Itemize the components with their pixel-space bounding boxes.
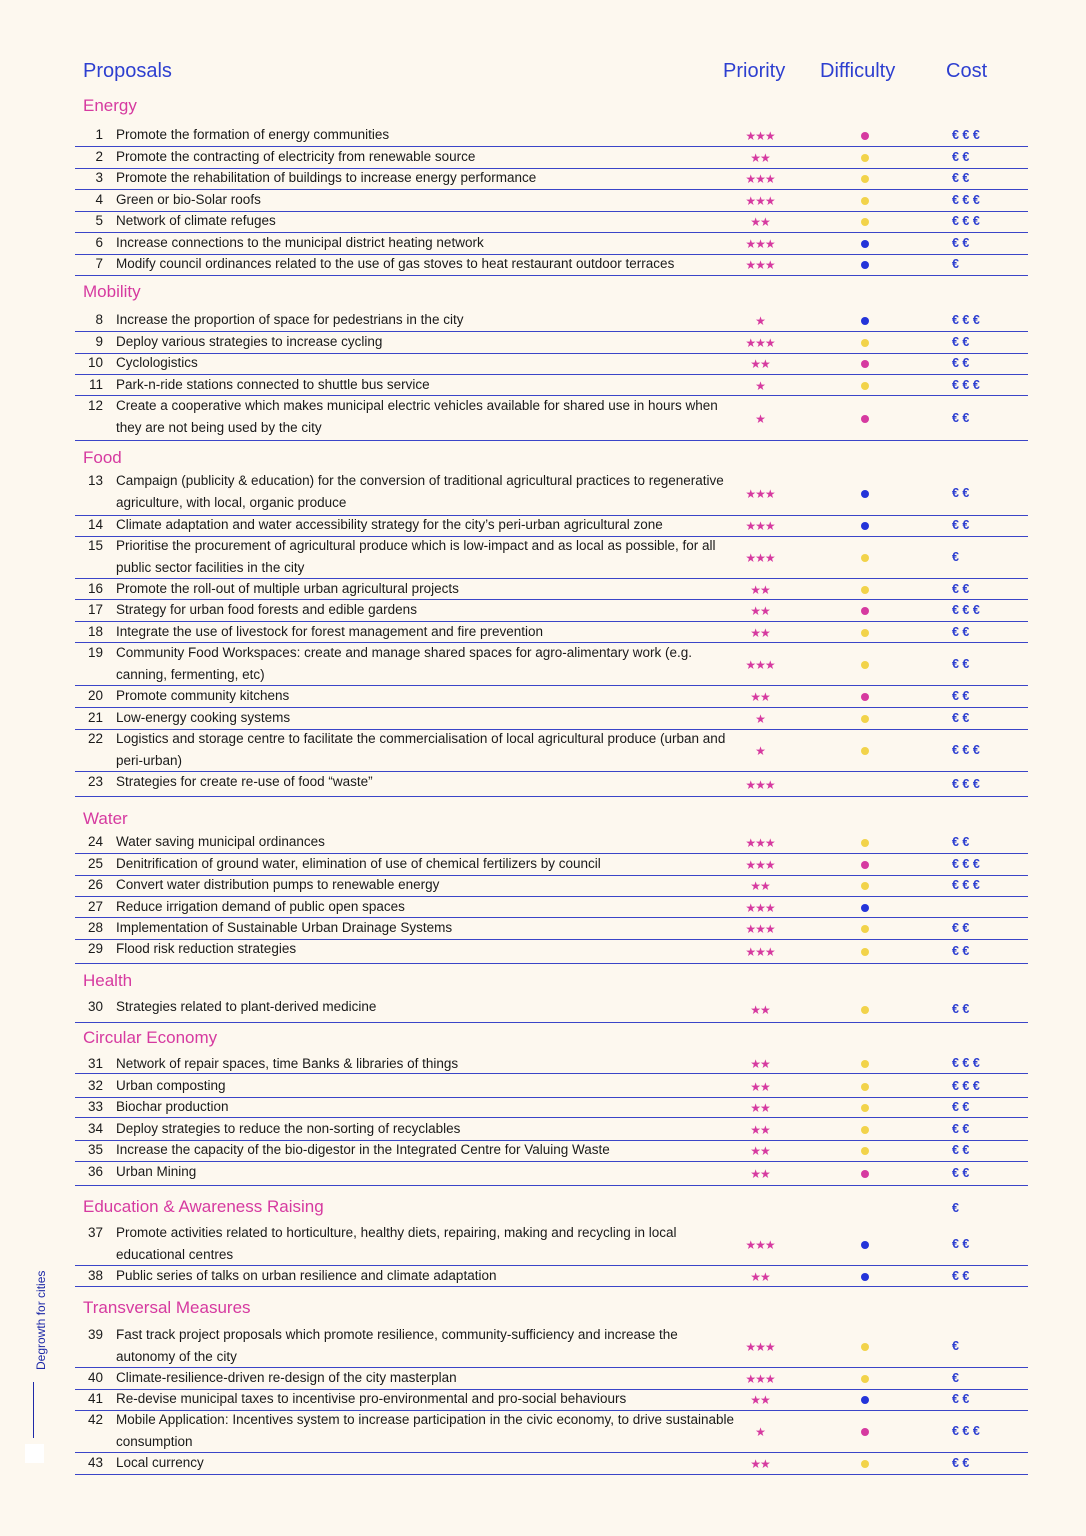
cost-rating: € € [952, 236, 970, 250]
proposal-text: Green or bio-Solar roofs [116, 192, 261, 207]
difficulty-dot [861, 839, 869, 847]
proposal-text: Promote the formation of energy communities [116, 127, 390, 142]
cost-rating: € € [952, 410, 970, 425]
cost-rating: € € [952, 335, 970, 349]
table-row [75, 707, 1028, 730]
proposal-text: Create a cooperative which makes municipal electric vehicles available for shared use in hours when they are not being used by the city [116, 398, 718, 435]
table-row [75, 189, 1028, 212]
proposal-text: Park-n-ride stations connected to shuttle bus service [116, 377, 430, 392]
proposal-text: Promote the contracting of electricity from renewable source [116, 149, 476, 164]
table-row [75, 146, 1028, 169]
priority-stars: ★★★ [745, 336, 775, 350]
proposal-number: 38 [87, 1268, 103, 1283]
cost-rating: € € € [952, 214, 980, 228]
proposal-text: Promote activities related to horticulture, healthy diets, repairing, making and recycling in local educational centres [116, 1225, 677, 1262]
proposal-text: Promote community kitchens [116, 688, 290, 703]
difficulty-dot [861, 715, 869, 723]
priority-stars: ★★ [750, 151, 770, 165]
table-row [75, 1139, 1028, 1162]
table-row [75, 1388, 1028, 1411]
proposal-number: 26 [87, 877, 103, 892]
table-row [75, 1161, 1028, 1186]
table-row [75, 167, 1028, 190]
difficulty-dot [861, 629, 869, 637]
proposal-text: Climate adaptation and water accessibility strategy for the city’s peri-urban agricultural zone [116, 517, 663, 532]
proposal-number: 39 [87, 1327, 103, 1342]
table-row [75, 938, 1028, 964]
table-row [75, 232, 1028, 255]
priority-stars: ★★★ [745, 550, 775, 565]
cost-rating: € € [952, 1122, 970, 1136]
difficulty-dot [861, 861, 869, 869]
cost-rating: € € [952, 356, 970, 370]
cost-rating: € € [952, 1099, 970, 1114]
cost-rating: € € [952, 518, 970, 532]
table-row [75, 1222, 1028, 1266]
proposal-text: Urban Mining [116, 1164, 197, 1179]
priority-stars: ★★ [750, 1393, 770, 1407]
section-title: Circular Economy [83, 1028, 218, 1047]
proposal-number: 40 [87, 1370, 103, 1385]
priority-stars: ★★ [750, 1269, 770, 1284]
proposal-text: Strategies for create re-use of food “waste” [116, 774, 373, 789]
priority-stars: ★ [755, 743, 765, 758]
priority-stars: ★★★ [745, 777, 775, 792]
table-row [75, 1118, 1028, 1141]
proposal-number: 15 [87, 538, 103, 553]
proposal-number: 2 [95, 149, 103, 164]
education-header-cost: € [952, 1201, 959, 1215]
difficulty-dot [861, 522, 869, 530]
priority-stars: ★★★ [745, 129, 775, 143]
priority-stars: ★★ [750, 357, 770, 371]
cost-column-heading: Cost [946, 60, 988, 82]
cost-rating: € € € [952, 878, 980, 892]
proposal-text: Logistics and storage centre to facilitate the commercialisation of local agricultural produce (urban and peri-urban) [116, 731, 726, 768]
proposal-number: 5 [95, 213, 103, 228]
table-row [75, 253, 1028, 276]
difficulty-dot [861, 1460, 869, 1468]
priority-stars: ★★ [750, 1144, 770, 1158]
proposal-number: 37 [87, 1225, 103, 1240]
cost-rating: € € € [952, 603, 980, 617]
priority-stars: ★★★ [745, 258, 775, 272]
table-row [75, 352, 1028, 375]
difficulty-dot [861, 693, 869, 701]
difficulty-dot [861, 1083, 869, 1091]
table-row [75, 996, 1028, 1023]
proposal-text: Increase connections to the municipal district heating network [116, 235, 484, 250]
proposal-text: Promote the roll-out of multiple urban agricultural projects [116, 581, 459, 596]
cost-rating: € [952, 1338, 959, 1353]
proposal-text: Network of climate refuges [116, 213, 276, 228]
proposal-number: 30 [87, 999, 103, 1014]
table-row [75, 1367, 1028, 1390]
proposal-number: 8 [95, 312, 103, 327]
difficulty-dot [861, 240, 869, 248]
priority-stars: ★ [755, 314, 765, 328]
proposal-text: Urban composting [116, 1078, 226, 1093]
difficulty-dot [861, 882, 869, 890]
cost-rating: € € [952, 624, 970, 639]
priority-stars: ★★ [750, 879, 770, 893]
proposal-text: Campaign (publicity & education) for the conversion of traditional agricultural practices to regenerative agriculture, with local, organic produce [116, 473, 724, 510]
proposal-text: Re-devise municipal taxes to incentivise pro-environmental and pro-social behaviours [116, 1391, 627, 1406]
priority-stars: ★ [755, 411, 765, 426]
proposal-text: Community Food Workspaces: create and manage shared spaces for agro-alimentary work (e.g. canning, fermenting, etc) [116, 645, 693, 682]
table-row [75, 896, 1028, 918]
cost-rating: € € [952, 656, 970, 671]
difficulty-dot [861, 317, 869, 325]
difficulty-dot [861, 1273, 869, 1281]
cost-rating: € [952, 1371, 959, 1385]
proposal-number: 28 [87, 920, 103, 935]
cost-rating: € € [952, 581, 970, 596]
proposal-text: Strategies related to plant-derived medicine [116, 999, 377, 1014]
cost-rating: € € [952, 1002, 970, 1016]
cost-rating: € € [952, 1268, 970, 1283]
sidebar-label: Degrowth for cities [34, 1270, 48, 1370]
difficulty-dot [861, 490, 869, 498]
table-row [75, 331, 1028, 354]
table-row [75, 1452, 1028, 1475]
proposal-text: Increase the proportion of space for pedestrians in the city [116, 312, 464, 327]
table-header [83, 58, 1013, 90]
proposal-number: 12 [87, 398, 103, 413]
section-title: Transversal Measures [83, 1298, 251, 1317]
proposal-number: 19 [87, 645, 103, 660]
proposal-number: 41 [87, 1391, 103, 1406]
priority-stars: ★★★ [745, 858, 775, 872]
section-title: Energy [83, 96, 137, 115]
proposal-text: Flood risk reduction strategies [116, 941, 297, 956]
difficulty-dot [861, 904, 869, 912]
cost-rating: € € [952, 1456, 970, 1470]
cost-rating: € € € [952, 1079, 980, 1093]
difficulty-dot [861, 1343, 869, 1351]
proposal-text: Increase the capacity of the bio-digestor in the Integrated Centre for Valuing Waste [116, 1142, 610, 1157]
difficulty-dot [861, 1147, 869, 1155]
proposal-number: 27 [87, 899, 103, 914]
table-row [75, 1409, 1028, 1453]
proposal-text: Network of repair spaces, time Banks & libraries of things [116, 1056, 459, 1071]
proposal-text: Reduce irrigation demand of public open spaces [116, 899, 405, 914]
difficulty-dot [861, 218, 869, 226]
priority-stars: ★★★ [745, 836, 775, 850]
priority-column-heading: Priority [723, 60, 786, 82]
priority-stars: ★★ [750, 625, 770, 640]
proposal-number: 43 [87, 1455, 103, 1470]
proposal-text: Cyclologistics [116, 355, 198, 370]
priority-stars: ★★ [750, 1003, 770, 1017]
table-row [75, 771, 1028, 797]
priority-stars: ★★★ [745, 237, 775, 251]
table-row [75, 874, 1028, 897]
table-row [75, 578, 1028, 600]
table-row [75, 1053, 1028, 1074]
difficulty-dot [861, 1241, 869, 1249]
priority-stars: ★★★ [745, 900, 775, 915]
proposal-number: 24 [87, 834, 103, 849]
priority-stars: ★★★ [745, 486, 775, 501]
cost-rating: € [952, 549, 959, 564]
proposal-number: 34 [87, 1121, 103, 1136]
cost-rating: € € [952, 943, 970, 958]
cost-rating: € € [952, 711, 970, 725]
cost-rating: € € [952, 835, 970, 849]
proposal-number: 20 [87, 688, 103, 703]
difficulty-dot [861, 415, 869, 423]
cost-rating: € € € [952, 128, 980, 142]
proposal-text: Convert water distribution pumps to renewable energy [116, 877, 440, 892]
priority-stars: ★★★ [745, 172, 775, 186]
table-row [75, 374, 1028, 396]
difficulty-dot [861, 1428, 869, 1436]
priority-stars: ★★ [750, 1057, 770, 1071]
sidebar-rule [33, 1382, 34, 1438]
proposal-text: Low-energy cooking systems [116, 710, 291, 725]
table-row [75, 917, 1028, 940]
proposal-text: Deploy various strategies to increase cycling [116, 334, 383, 349]
priority-stars: ★★★ [745, 519, 775, 533]
cost-rating: € € € [952, 776, 980, 791]
proposal-text: Mobile Application: Incentives system to increase participation in the civic economy, to drive sustainable consumption [116, 1412, 735, 1449]
proposal-number: 13 [87, 473, 103, 488]
table-row [75, 210, 1028, 233]
table-row [75, 728, 1028, 772]
proposals-heading: Proposals [83, 60, 172, 82]
cost-rating: € € [952, 1143, 970, 1157]
cost-rating: € € [952, 1166, 970, 1180]
proposal-number: 10 [87, 355, 103, 370]
cost-rating: € € € [952, 742, 980, 757]
difficulty-dot [861, 339, 869, 347]
difficulty-dot [861, 747, 869, 755]
cost-rating: € € € [952, 193, 980, 207]
proposal-number: 6 [95, 235, 103, 250]
priority-stars: ★★ [750, 690, 770, 704]
priority-stars: ★★ [750, 1167, 770, 1181]
difficulty-dot [861, 1104, 869, 1112]
proposal-number: 31 [87, 1056, 103, 1071]
table-row [75, 514, 1028, 537]
table-row [75, 642, 1028, 686]
priority-stars: ★★ [750, 604, 770, 618]
table-row [75, 124, 1028, 147]
cost-rating: € € € [952, 1056, 980, 1070]
cost-rating: € € [952, 171, 970, 185]
proposal-text: Deploy strategies to reduce the non-sorting of recyclables [116, 1121, 461, 1136]
priority-stars: ★★ [750, 582, 770, 597]
difficulty-dot [861, 197, 869, 205]
priority-stars: ★★★ [745, 944, 775, 959]
cost-rating: € € € [952, 857, 980, 871]
section-title: Education & Awareness Raising [83, 1197, 324, 1216]
cost-rating: € € [952, 485, 970, 500]
proposal-number: 7 [95, 256, 103, 271]
cost-rating: € € [952, 689, 970, 703]
difficulty-dot [861, 360, 869, 368]
proposal-text: Biochar production [116, 1099, 229, 1114]
difficulty-dot [861, 554, 869, 562]
proposal-text: Prioritise the procurement of agricultural produce which is low-impact and as local as possible, for all public sector facilities in the city [116, 538, 716, 575]
priority-stars: ★★ [750, 215, 770, 229]
difficulty-dot [861, 1375, 869, 1383]
table-row [75, 535, 1028, 579]
proposal-number: 1 [95, 127, 103, 142]
difficulty-dot [861, 132, 869, 140]
proposal-number: 32 [87, 1078, 103, 1093]
cost-rating: € € [952, 1236, 970, 1251]
proposal-number: 35 [87, 1142, 103, 1157]
proposal-text: Modify council ordinances related to the use of gas stoves to heat restaurant outdoor terraces [116, 256, 675, 271]
proposal-text: Denitrification of ground water, elimination of use of chemical fertilizers by council [116, 856, 601, 871]
proposal-text: Climate-resilience-driven re-design of the city masterplan [116, 1370, 457, 1385]
difficulty-dot [861, 948, 869, 956]
cost-rating: € [952, 257, 959, 271]
table-row [75, 853, 1028, 876]
priority-stars: ★★★ [745, 657, 775, 672]
cost-rating: € € [952, 1392, 970, 1406]
table-row [75, 599, 1028, 622]
proposal-number: 25 [87, 856, 103, 871]
cost-rating: € € € [952, 1423, 980, 1438]
difficulty-dot [861, 261, 869, 269]
table-row [75, 1265, 1028, 1287]
priority-stars: ★★★ [745, 194, 775, 208]
proposal-number: 36 [87, 1164, 103, 1179]
difficulty-dot [861, 154, 869, 162]
cost-rating: € € [952, 921, 970, 935]
table-row [75, 621, 1028, 643]
proposal-number: 33 [87, 1099, 103, 1114]
proposal-number: 23 [87, 774, 103, 789]
proposal-number: 29 [87, 941, 103, 956]
table-row [75, 831, 1028, 854]
priority-stars: ★★ [750, 1080, 770, 1094]
priority-stars: ★★ [750, 1123, 770, 1137]
proposal-text: Implementation of Sustainable Urban Drainage Systems [116, 920, 453, 935]
difficulty-dot [861, 175, 869, 183]
table-row [75, 1096, 1028, 1118]
proposal-number: 3 [95, 170, 103, 185]
priority-stars: ★★ [750, 1100, 770, 1115]
table-row [75, 1324, 1028, 1368]
priority-stars: ★ [755, 378, 765, 393]
difficulty-dot [861, 1006, 869, 1014]
difficulty-dot [861, 925, 869, 933]
proposal-number: 4 [95, 192, 103, 207]
section-title: Health [83, 971, 133, 990]
cost-rating: € € [952, 150, 970, 164]
section-title: Mobility [83, 282, 141, 301]
proposal-text: Strategy for urban food forests and edible gardens [116, 602, 417, 617]
priority-stars: ★ [755, 712, 765, 726]
priority-stars: ★★★ [745, 922, 775, 936]
proposal-number: 11 [88, 377, 103, 392]
proposal-text: Water saving municipal ordinances [116, 834, 325, 849]
corner-mark [25, 1444, 44, 1463]
proposal-number: 9 [95, 334, 103, 349]
difficulty-dot [861, 661, 869, 669]
proposal-number: 21 [87, 710, 103, 725]
table-row [75, 685, 1028, 708]
proposal-number: 14 [87, 517, 103, 532]
difficulty-dot [861, 1060, 869, 1068]
priority-stars: ★★ [750, 1457, 770, 1471]
proposal-text: Fast track project proposals which promote resilience, community-sufficiency and increase the autonomy of the city [116, 1327, 678, 1364]
table-row [75, 1075, 1028, 1098]
table-row [75, 395, 1028, 441]
difficulty-dot [861, 1396, 869, 1404]
cost-rating: € € € [952, 313, 980, 327]
priority-stars: ★★★ [745, 1237, 775, 1252]
cost-rating: € € € [952, 377, 980, 392]
difficulty-dot [861, 1170, 869, 1178]
proposal-number: 18 [87, 624, 103, 639]
difficulty-dot [861, 1126, 869, 1134]
difficulty-dot [861, 607, 869, 615]
proposal-number: 42 [87, 1412, 103, 1427]
priority-stars: ★ [755, 1424, 765, 1439]
difficulty-column-heading: Difficulty [820, 60, 896, 82]
difficulty-dot [861, 382, 869, 390]
proposal-text: Public series of talks on urban resilience and climate adaptation [116, 1268, 497, 1283]
section-title: Water [83, 809, 128, 828]
proposal-text: Promote the rehabilitation of buildings to increase energy performance [116, 170, 537, 185]
table-row [75, 309, 1028, 332]
section-title: Food [83, 448, 122, 467]
proposal-text: Integrate the use of livestock for forest management and fire prevention [116, 624, 543, 639]
priority-stars: ★★★ [745, 1372, 775, 1386]
table-row [75, 470, 1028, 516]
proposal-text: Local currency [116, 1455, 204, 1470]
proposal-number: 16 [87, 581, 103, 596]
priority-stars: ★★★ [745, 1339, 775, 1354]
difficulty-dot [861, 586, 869, 594]
proposal-number: 22 [87, 731, 103, 746]
proposal-number: 17 [87, 602, 103, 617]
